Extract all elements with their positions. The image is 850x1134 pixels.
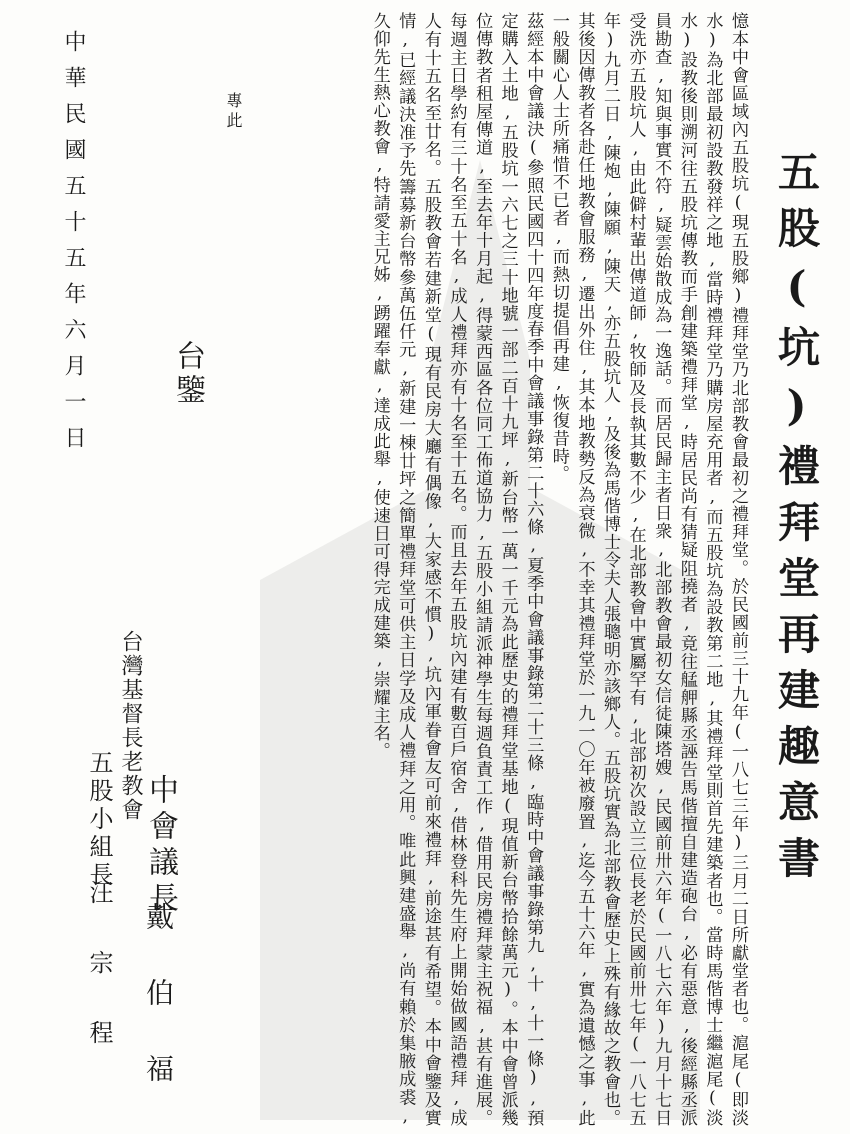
body-paragraph-1: 憶本中會區域內五股坑(現五股鄉)禮拜堂乃北部教會最初之禮拜堂。於民國前三十九年(一八七三年)三月二日所獻堂者也。滬尾(即淡水)為北部最初設教發祥之地,當時禮拜堂乃購房屋充用者,而五股坑為設教第二地,其禮拜堂則首先建築者也。當時馬偕博士繼滬尾(淡水)設教後則溯河往五股坑傳教而手創建築禮拜堂,時居民尚有猜疑阻撓者,竟往艋舺縣丞誣告馬偕擅自建造砲台,必有惡意,後經縣丞派員勘查,知與事實不符,疑雲始散成為一逸話。而居民歸主者日衆,北部教會最初女信徒陳塔嫂,民國前卅六年(一八七六年)九月十七日受洗亦五股坑人,由此僻村輩出傳道師,牧師及長執其數不少,在北部教會中實屬罕有,北部初次設立三位長老於民國前卅七年(一八七五年)九月二日,陳炮,陳願,陳天,亦五股坑人,及後為馬偕博士令夫人張聰明亦該鄉人。五股坑實為北部教會歷史上殊有緣故之教會也。其後因傳教者各赴任地教會服務,遷出外住,其本地教勢反為衰微,不幸其禮拜堂於一九一〇年被廢置,迄今五十六年,實為遺憾之事,此一般關心人士所痛惜不已者,而熱切提倡再建,恢復昔時。 bbox=[548, 12, 748, 1127]
organization-line-1: 台灣基督 bbox=[118, 630, 143, 726]
document-title: 五股(坑)禮拜堂再建趣意書 bbox=[772, 150, 821, 892]
group-leader-name: 汪宗程 bbox=[85, 880, 113, 1090]
chair-name: 戴伯福 bbox=[142, 902, 175, 1130]
recipient-salutation: 台鑒 bbox=[170, 340, 205, 408]
body-paragraph-2: 茲經本中會議決(參照民國四十四年度春季中會議事錄第二十六條,夏季中會議事錄第二十三條,臨時中會議事錄第九,十,十一條),預定購入土地,五股坑一六七之三十地號一部二百十九坪,新台幣一萬一千元為此歷史的禮拜堂基地(現值新台幣拾餘萬元)。本中會曾派幾位傳教者租屋傳道,至去年十月起,得蒙西區各位同工佈道協力,五股小組請派神學生每週負責工作,借用民房禮拜蒙主祝福,甚有進展。每週主日學約有三十名至五十名,成人禮拜亦有十名至十五名。而且去年五股坑內建有數百戶宿舍,借林登科先生府上開始做國語禮拜,成人有十五名至廿名。五股教會若建新堂(現有民房大廳有偶像,大家感不慣),坑內軍眷會友可前來禮拜,前途甚有希望。本中會鑒及實情,已經議決准予先籌募新台幣參萬伍仟元,新建一棟廿坪之簡單禮拜堂可供主日学及成人禮拜之用。唯此興建盛舉,尚有賴於集腋成裘,久仰先生熱心教會,特請愛主兄姊,踴躍奉獻,達成此舉,使速日可得完成建築,崇耀主名。 bbox=[369, 12, 544, 1127]
closing-phrase: 專此 bbox=[224, 92, 243, 132]
chair-title: 中會議長 bbox=[143, 774, 178, 918]
document-date: 中華民國五十五年六月一日 bbox=[61, 30, 86, 462]
organization-line-2: 長老教會 bbox=[118, 726, 143, 822]
group-leader-title: 五股小組長 bbox=[85, 750, 113, 890]
